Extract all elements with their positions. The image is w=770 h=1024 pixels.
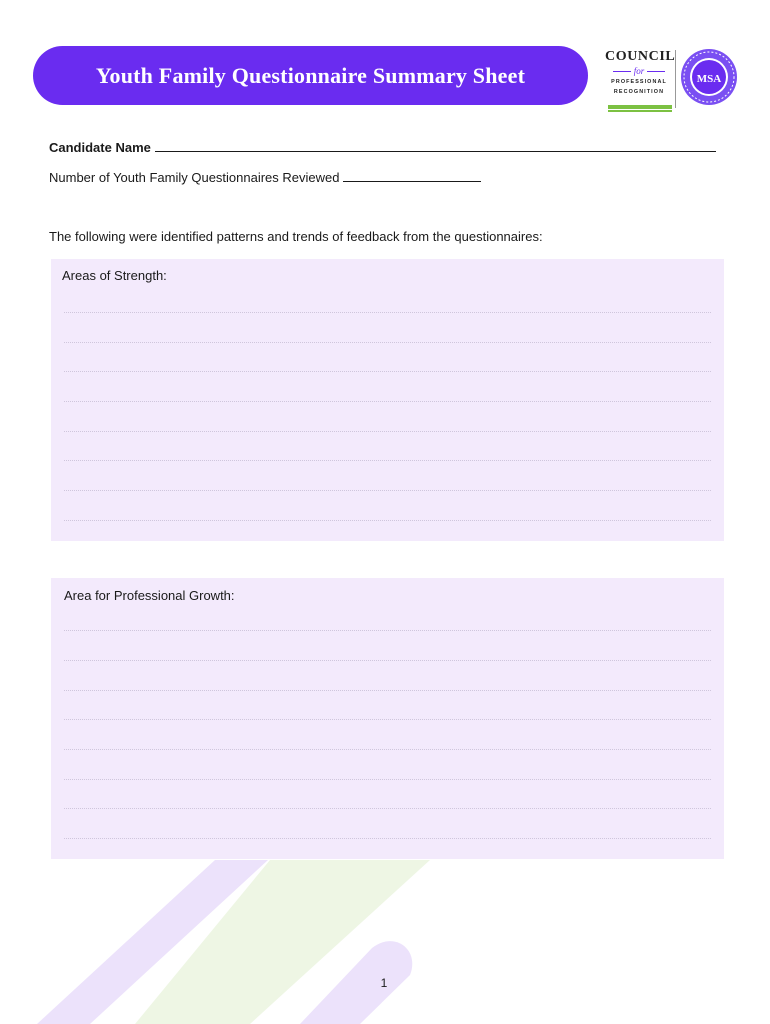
professional-growth-label: Area for Professional Growth:	[64, 588, 235, 603]
strengths-label: Areas of Strength:	[62, 268, 167, 283]
writing-line	[64, 719, 711, 720]
writing-line	[64, 401, 711, 402]
candidate-name-blank[interactable]	[155, 139, 716, 152]
questionnaires-reviewed-label: Number of Youth Family Questionnaires Reviewed	[49, 170, 340, 185]
intro-text: The following were identified patterns and trends of feedback from the questionnaires:	[49, 229, 543, 244]
logo-green-bar-thin	[608, 110, 672, 112]
logo-divider	[675, 50, 676, 108]
logo-professional-text: PROFESSIONAL	[611, 79, 667, 85]
questionnaires-reviewed-field	[49, 169, 481, 185]
writing-line	[64, 838, 711, 839]
msa-seal-icon	[679, 46, 739, 108]
candidate-name-label: Candidate Name	[49, 140, 151, 155]
questionnaires-reviewed-blank[interactable]	[343, 169, 481, 182]
writing-line	[64, 630, 711, 631]
page-number: 1	[380, 976, 388, 990]
writing-line	[64, 342, 711, 343]
strengths-box[interactable]	[51, 259, 724, 541]
writing-line	[64, 460, 711, 461]
svg-text:MSA: MSA	[696, 73, 722, 85]
logo-green-bar	[608, 105, 672, 109]
professional-growth-box[interactable]	[51, 578, 724, 859]
logo-council-text: COUNCIL	[605, 49, 676, 64]
writing-line	[64, 431, 711, 432]
writing-line	[64, 749, 711, 750]
writing-line	[64, 371, 711, 372]
logo-wordmark	[605, 46, 676, 96]
council-logo	[605, 46, 737, 112]
writing-line	[64, 660, 711, 661]
writing-line	[64, 690, 711, 691]
logo-recognition-text: RECOGNITION	[613, 89, 665, 95]
writing-line	[64, 490, 711, 491]
title-banner	[33, 46, 588, 105]
candidate-name-field	[49, 139, 716, 155]
page-title: Youth Family Questionnaire Summary Sheet	[95, 62, 526, 88]
writing-line	[64, 779, 711, 780]
writing-line	[64, 808, 711, 809]
writing-line	[64, 312, 711, 313]
logo-for-text: for	[605, 66, 673, 76]
writing-line	[64, 520, 711, 521]
